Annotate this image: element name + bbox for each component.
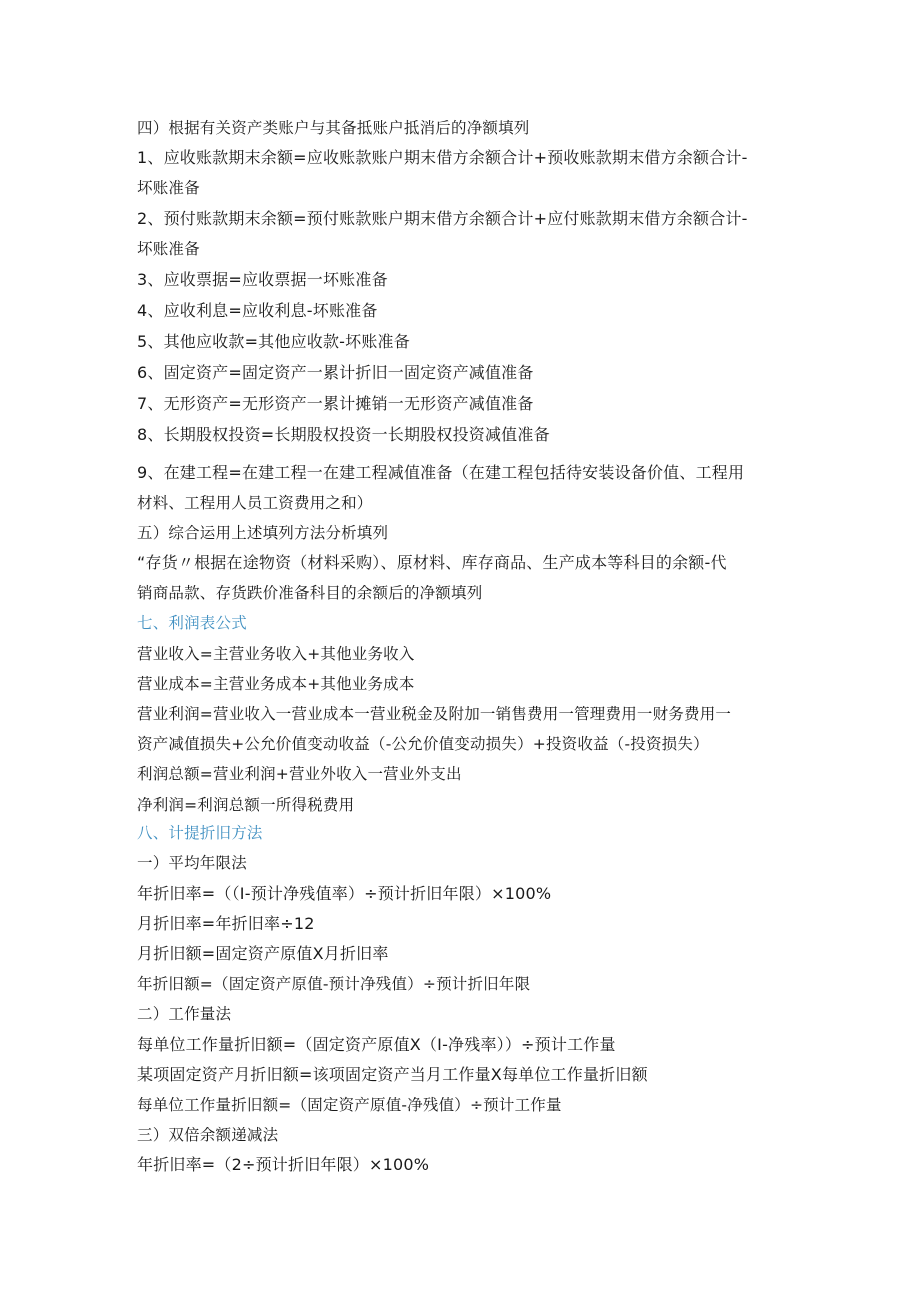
item-2-line-2: 坏账准备 bbox=[137, 240, 200, 258]
method-3-title: 三）双倍余额递减法 bbox=[137, 1126, 279, 1144]
monthly-depreciation-amount-formula: 月折旧额=固定资产原值X月折旧率 bbox=[137, 944, 389, 963]
method-1-title: 一）平均年限法 bbox=[137, 854, 247, 872]
operating-profit-line-2: 资产减值损失+公允价值变动收益（-公允价值变动损失）+投资收益（-投资损失） bbox=[137, 735, 709, 753]
double-declining-rate-formula: 年折旧率=（2÷预计折旧年限）×100% bbox=[137, 1155, 430, 1174]
item-9-line-2: 材料、工程用人员工资费用之和） bbox=[137, 494, 373, 512]
item-4: 4、应收利息=应收利息-坏账准备 bbox=[137, 301, 378, 320]
annual-depreciation-amount-formula: 年折旧额=（固定资产原值-预计净残值）÷预计折旧年限 bbox=[137, 975, 531, 993]
inventory-line-2: 销商品款、存货跌价准备科目的余额后的净额填列 bbox=[137, 584, 483, 602]
monthly-asset-depreciation-formula: 某项固定资产月折旧额=该项固定资产当月工作量X每单位工作量折旧额 bbox=[137, 1065, 648, 1084]
item-2-line-1: 2、预付账款期末余额=预付账款账户期末借方余额合计+应付账款期末借方余额合计- bbox=[137, 209, 748, 228]
inventory-line-1: “存货〃根据在途物资（材料采购）、原材料、库存商品、生产成本等科目的余额-代 bbox=[137, 553, 727, 572]
item-6: 6、固定资产=固定资产一累计折旧一固定资产减值准备 bbox=[137, 363, 534, 382]
item-1-line-1: 1、应收账款期末余额=应收账款账户期末借方余额合计+预收账款期末借方余额合计- bbox=[137, 148, 748, 167]
operating-revenue-formula: 营业收入=主营业务收入+其他业务收入 bbox=[137, 645, 415, 663]
operating-profit-line-1: 营业利润=营业收入一营业成本一营业税金及附加一销售费用一管理费用一财务费用一 bbox=[137, 705, 732, 723]
annual-depreciation-rate-formula: 年折旧率=（（I-预计净残值率）÷预计折旧年限）×100% bbox=[137, 884, 552, 903]
operating-cost-formula: 营业成本=主营业务成本+其他业务成本 bbox=[137, 675, 415, 693]
item-8: 8、长期股权投资=长期股权投资一长期股权投资减值准备 bbox=[137, 425, 550, 444]
total-profit-formula: 利润总额=营业利润+营业外收入一营业外支出 bbox=[137, 765, 462, 783]
section-5-title: 五）综合运用上述填列方法分析填列 bbox=[137, 524, 389, 542]
unit-workload-depreciation-formula-1: 每单位工作量折旧额=（固定资产原值X（I-净残率））÷预计工作量 bbox=[137, 1035, 616, 1054]
section-7-heading: 七、利润表公式 bbox=[137, 614, 247, 632]
item-1-line-2: 坏账准备 bbox=[137, 179, 200, 197]
unit-workload-depreciation-formula-2: 每单位工作量折旧额=（固定资产原值-净残值）÷预计工作量 bbox=[137, 1096, 562, 1114]
method-2-title: 二）工作量法 bbox=[137, 1005, 232, 1023]
item-9-line-1: 9、在建工程=在建工程一在建工程减值准备（在建工程包括待安装设备价值、工程用 bbox=[137, 463, 745, 482]
section-4-title: 四）根据有关资产类账户与其备抵账户抵消后的净额填列 bbox=[137, 119, 530, 137]
item-7: 7、无形资产=无形资产一累计摊销一无形资产减值准备 bbox=[137, 394, 534, 413]
section-8-heading: 八、计提折旧方法 bbox=[137, 824, 263, 842]
net-profit-formula: 净利润=利润总额一所得税费用 bbox=[137, 796, 355, 814]
item-3: 3、应收票据=应收票据一坏账准备 bbox=[137, 270, 388, 289]
item-5: 5、其他应收款=其他应收款-坏账准备 bbox=[137, 332, 410, 351]
monthly-depreciation-rate-formula: 月折旧率=年折旧率÷12 bbox=[137, 914, 315, 933]
